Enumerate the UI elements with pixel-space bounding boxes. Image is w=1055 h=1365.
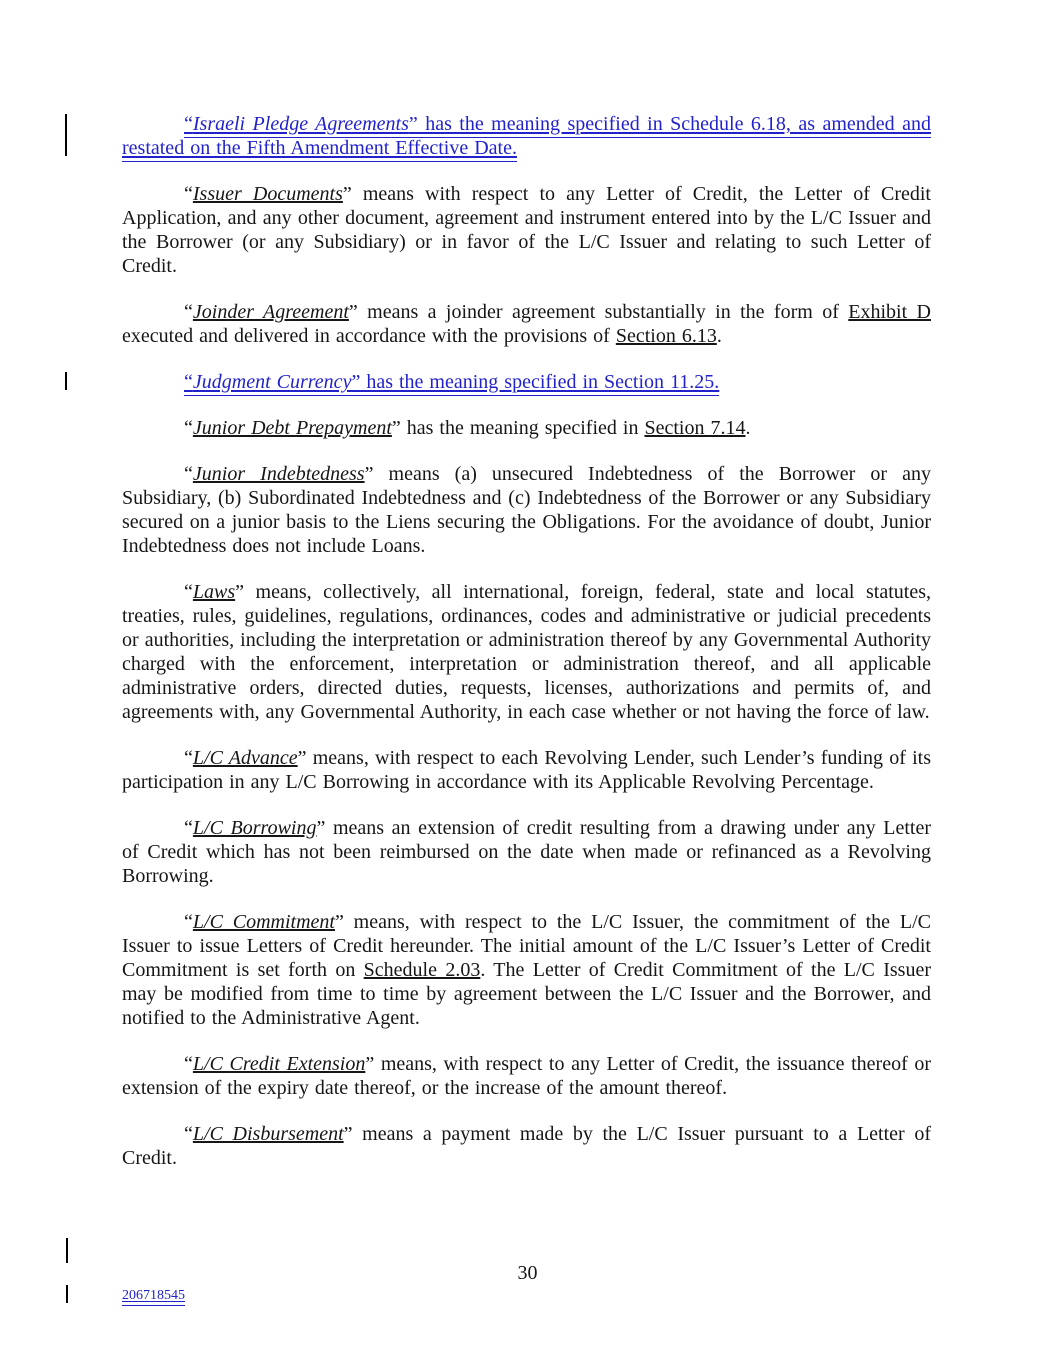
defined-term: L/C Credit Extension — [192, 1053, 366, 1075]
defined-term: Issuer Documents — [192, 183, 343, 205]
text: ” means, collectively, all international, foreign, federal, state and local statutes, treaties, rules, guidelines, regulations, ordinances, codes and administrative or judicial precedents or authorities, including the interpretation or administration thereof by any Governmental Authority charged with the enforcement, interpretation or administration thereof, and all applicable administrative orders, directed duties, requests, licenses, authorizations and permits of, and agreements with, any Governmental Authority, in each case whether or not having the force of law. — [122, 581, 931, 723]
cross-reference: Section 6.13 — [615, 325, 717, 347]
defined-term: L/C Borrowing — [192, 817, 317, 839]
definition-paragraph — [122, 910, 931, 1030]
text: ” means an extension of credit resulting from a drawing under any Letter of Credit which has not been reimbursed on the date when made or refinanced as a Revolving Borrowing. — [122, 817, 931, 887]
definition-paragraph — [122, 580, 931, 724]
defined-term: Israeli Pledge Agreements — [193, 113, 409, 138]
defined-term: Junior Debt Prepayment — [192, 417, 392, 439]
text: “ — [184, 817, 193, 839]
text: ” means, with respect to any Letter of Credit, the issuance thereof or extension of the expiry date thereof, or the increase of the amount thereof. — [122, 1053, 932, 1099]
text: ” means, with respect to each Revolving Lender, such Lender’s funding of its participation in any L/C Borrowing in accordance with its Applicable Revolving Percentage. — [122, 747, 931, 793]
text: “ — [184, 911, 193, 933]
text: “ — [184, 463, 193, 485]
cross-reference: Exhibit D — [848, 301, 931, 323]
text: ” means, with respect to the L/C Issuer, the commitment of the L/C Issuer to issue Letters of Credit hereunder. The initial amount of the L/C Issuer’s Letter of Credit Commitment is set forth on — [122, 911, 931, 981]
cross-reference: Section 7.14 — [644, 417, 746, 439]
text: . The Letter of Credit Commitment of the L/C Issuer may be modified from time to time by agreement between the L/C Issuer and the Borrower, and notified to the Administrative Agent. — [122, 959, 932, 1029]
definition-paragraph — [122, 182, 931, 278]
definition-paragraph — [122, 816, 931, 888]
definition-paragraph — [122, 746, 931, 794]
text: ” has the meaning specified in Schedule 6.18, as amended and restated on the Fifth Amendment Effective Date. — [122, 113, 931, 162]
text: “ — [184, 183, 193, 205]
text: “ — [184, 581, 193, 603]
text: “ — [184, 1053, 193, 1075]
page-number: 30 — [517, 1262, 538, 1284]
defined-term: Laws — [192, 581, 236, 603]
text: executed and delivered in accordance with the provisions of — [122, 325, 616, 347]
defined-term: Junior Indebtedness — [192, 463, 365, 485]
text: ” means a payment made by the L/C Issuer pursuant to a Letter of Credit. — [122, 1123, 931, 1169]
defined-term: L/C Commitment — [192, 911, 335, 933]
definition-paragraph — [122, 1052, 931, 1100]
text: ” means a joinder agreement substantially in the form of — [348, 301, 849, 323]
text: “ — [184, 301, 193, 323]
text: “ — [184, 1123, 193, 1145]
definition-paragraph — [122, 416, 931, 440]
text: ” has the meaning specified in Section 11.25. — [351, 371, 719, 396]
defined-term: L/C Advance — [192, 747, 298, 769]
cross-reference: Schedule 2.03 — [363, 959, 481, 981]
text: . — [716, 325, 722, 347]
defined-term: Joinder Agreement — [192, 301, 349, 323]
defined-term: L/C Disbursement — [192, 1123, 344, 1145]
definition-paragraph — [122, 462, 931, 558]
revision-change-bar — [66, 1238, 68, 1263]
footer-document-id: 206718545 — [122, 1288, 185, 1306]
revision-change-bar — [66, 1285, 68, 1303]
text: ” means (a) unsecured Indebtedness of the Borrower or any Subsidiary, (b) Subordinated Indebtedness and (c) Indebtedness of the Borrower or any Subsidiary secured on a junior basis to the Liens securing the Obligations. For the avoidance of doubt, Junior Indebtedness does not include Loans. — [122, 463, 931, 557]
definition-paragraph — [122, 112, 931, 160]
document-body — [122, 112, 931, 1192]
text: ” has the meaning specified in — [391, 417, 645, 439]
definition-paragraph — [122, 300, 931, 348]
defined-term: Judgment Currency — [193, 371, 352, 396]
definition-paragraph — [122, 1122, 931, 1170]
text: . — [745, 417, 751, 439]
text: “ — [184, 417, 193, 439]
text: ” means with respect to any Letter of Credit, the Letter of Credit Application, and any other document, agreement and instrument entered into by the L/C Issuer and the Borrower (or any Subsidiary) or in favor of the L/C Issuer and relating to such Letter of Credit. — [122, 183, 931, 277]
text: “ — [184, 747, 193, 769]
text: “ — [184, 371, 193, 396]
definition-paragraph — [122, 370, 931, 394]
text: “ — [184, 113, 193, 138]
